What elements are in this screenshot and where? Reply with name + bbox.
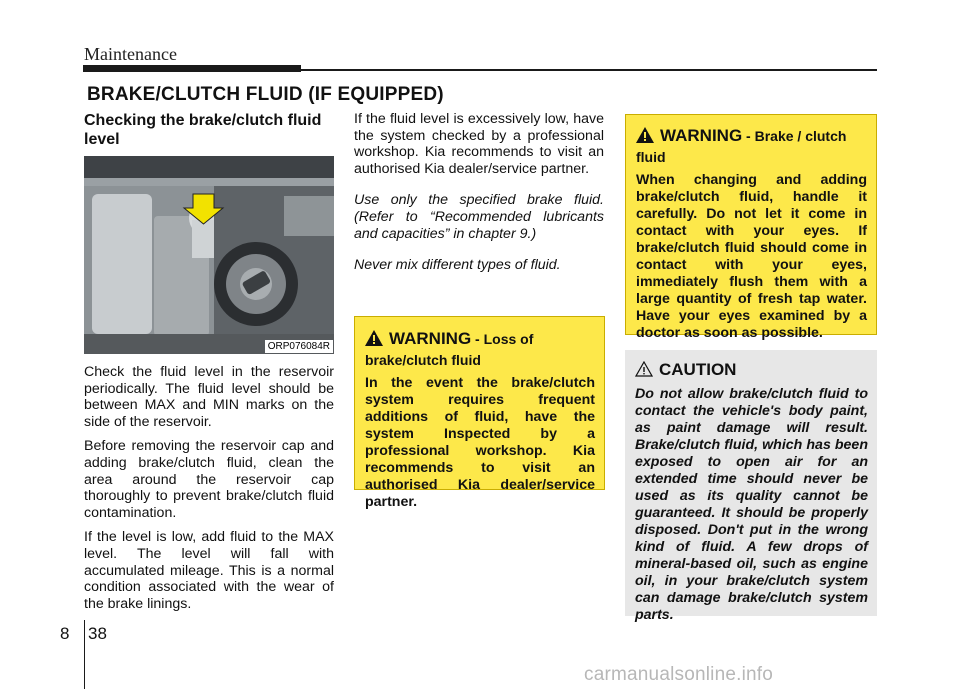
paragraph: If the level is low, add fluid to the MAX level. The level will fall with accumulated mileage. This is a normal condition associated with the wear of the brake linings.	[84, 529, 334, 612]
header-rule-thin	[301, 69, 877, 71]
warning-label: WARNING	[389, 329, 472, 348]
warning-triangle-icon	[636, 127, 654, 147]
reservoir-photo	[84, 156, 334, 354]
middle-column-text	[354, 111, 604, 289]
footer-divider	[84, 620, 85, 689]
page-number: 38	[88, 624, 107, 643]
chapter-number: 8	[60, 624, 70, 643]
caution-box	[625, 350, 877, 623]
italic-note: Use only the specified brake fluid. (Refer to “Recommended lubricants and capacities” in chapter 9.)	[354, 192, 604, 242]
left-column-text	[84, 364, 334, 620]
warning-heading	[636, 126, 867, 167]
paragraph: Check the fluid level in the reservoir periodically. The fluid level should be between MAX and MIN marks on the side of the reservoir.	[84, 364, 334, 430]
warning-body: When changing and adding brake/clutch fluid, handle it carefully. Do not let it come in contact with your eyes. If brake/clutch fluid should come in contact with your eyes, immediately flush them with a large quantity of fresh tap water. Have your eyes examined by a doctor as soon as possible.	[636, 172, 867, 341]
warning-label: WARNING	[660, 126, 743, 145]
watermark: carmanualsonline.info	[584, 664, 774, 685]
warning-subtitle: - Loss of brake/clutch fluid	[365, 331, 534, 368]
warning-heading	[365, 329, 595, 370]
photo-caption: ORP076084R	[265, 340, 333, 353]
italic-note: Never mix different types of fluid.	[354, 257, 561, 274]
section-title: BRAKE/CLUTCH FLUID (IF EQUIPPED)	[87, 84, 444, 105]
caution-heading	[635, 360, 868, 381]
warning-subtitle: - Brake / clutch fluid	[636, 128, 847, 165]
warning-box-fluid-loss	[354, 316, 605, 510]
paragraph: If the fluid level is excessively low, have the system checked by a professional workshop. Kia recommends to visit an authorised Kia dealer/service partner.	[354, 111, 604, 177]
warning-box-brake-fluid	[625, 114, 877, 341]
header-rule-thick	[83, 65, 301, 72]
caution-body: Do not allow brake/clutch fluid to contact the vehicle's body paint, as paint damage will result. Brake/clutch fluid, which has been exposed to open air for an extended time should never be used as its quality cannot be guaranteed. It should be properly disposed. Don't put in the wrong kind of fluid. A few drops of mineral-based oil, such as engine oil, in your brake/clutch system can damage brake/clutch system parts.	[635, 386, 868, 623]
paragraph: Before removing the reservoir cap and adding brake/clutch fluid, clean the area around the reservoir cap thoroughly to prevent brake/clutch fluid contamination.	[84, 438, 334, 521]
warning-body: In the event the brake/clutch system requires frequent additions of fluid, have the system Inspected by a professional workshop. Kia recommends to visit an authorised Kia dealer/service partner.	[365, 375, 595, 510]
warning-triangle-icon	[365, 330, 383, 350]
subheading: Checking the brake/clutch fluid level	[84, 112, 322, 148]
caution-label: CAUTION	[659, 360, 737, 379]
caution-triangle-icon	[635, 361, 653, 381]
header-title: Maintenance	[84, 44, 177, 64]
